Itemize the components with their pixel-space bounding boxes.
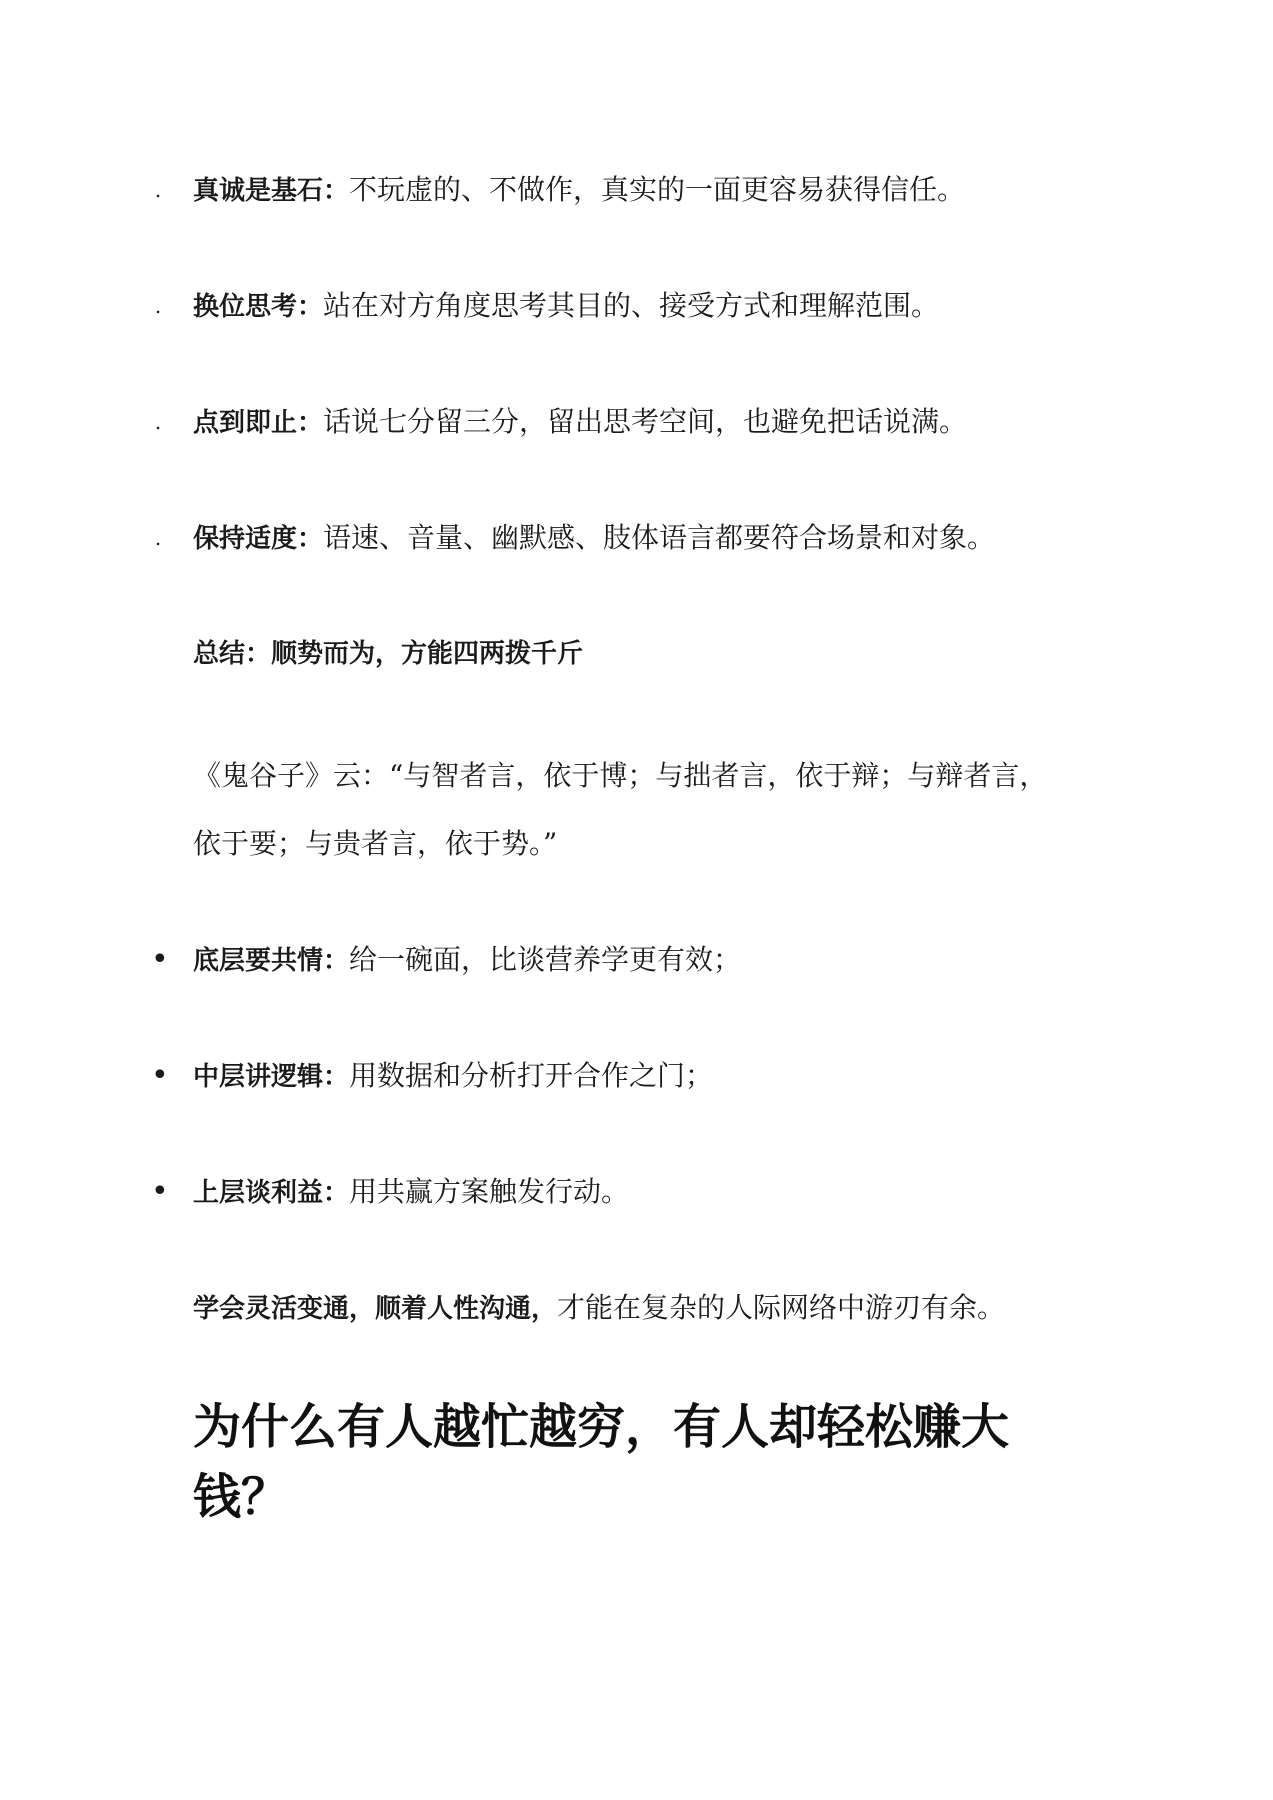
item-text: 给一碗面，比谈营养学更有效； — [349, 943, 742, 976]
item-moderation — [154, 520, 996, 557]
bullet-item-upper-layer — [151, 1174, 630, 1211]
item-empathy — [154, 288, 940, 325]
bullet-marker: • — [151, 942, 169, 977]
item-key: 底层要共情： — [193, 946, 350, 976]
item-key: 点到即止： — [193, 408, 324, 438]
bullet-marker: • — [151, 1174, 169, 1209]
closing-bold: 学会灵活变通，顺着人性沟通， — [193, 1294, 558, 1324]
bullet-item-bottom-layer — [151, 942, 742, 979]
summary-heading: 总结：顺势而为，方能四两拨千斤 — [193, 639, 584, 669]
heading-line-2: 钱？ — [193, 1469, 290, 1525]
item-key: 中层讲逻辑： — [193, 1062, 350, 1092]
list-marker: . — [154, 410, 162, 434]
bullet-marker: • — [151, 1058, 169, 1093]
heading-line-1: 为什么有人越忙越穷，有人却轻松赚大 — [193, 1399, 1010, 1455]
quote-paragraph — [193, 742, 1093, 878]
quote-line-2: 依于要；与贵者言，依于势。” — [193, 827, 558, 860]
item-key: 换位思考： — [193, 292, 324, 322]
item-key: 真诚是基石： — [193, 176, 350, 206]
list-marker: . — [154, 294, 162, 318]
list-marker: . — [154, 526, 162, 550]
item-key: 保持适度： — [193, 524, 324, 554]
list-marker: . — [154, 178, 162, 202]
item-restraint — [154, 404, 968, 441]
item-text: 语速、音量、幽默感、肢体语言都要符合场景和对象。 — [323, 521, 996, 554]
item-text: 用数据和分析打开合作之门； — [349, 1059, 714, 1092]
item-text: 不玩虚的、不做作，真实的一面更容易获得信任。 — [349, 173, 966, 206]
closing-paragraph — [193, 1290, 1005, 1327]
item-key: 上层谈利益： — [193, 1178, 350, 1208]
item-sincerity — [154, 172, 966, 209]
section-heading — [193, 1392, 1093, 1532]
bullet-item-middle-layer — [151, 1058, 714, 1095]
item-text: 站在对方角度思考其目的、接受方式和理解范围。 — [323, 289, 940, 322]
closing-text: 才能在复杂的人际网络中游刃有余。 — [557, 1291, 1006, 1324]
quote-line-1: 《鬼谷子》云：“与智者言，依于博；与拙者言，依于辩；与辩者言， — [193, 759, 1048, 792]
item-text: 话说七分留三分，留出思考空间，也避免把话说满。 — [323, 405, 968, 438]
item-text: 用共赢方案触发行动。 — [349, 1175, 630, 1208]
